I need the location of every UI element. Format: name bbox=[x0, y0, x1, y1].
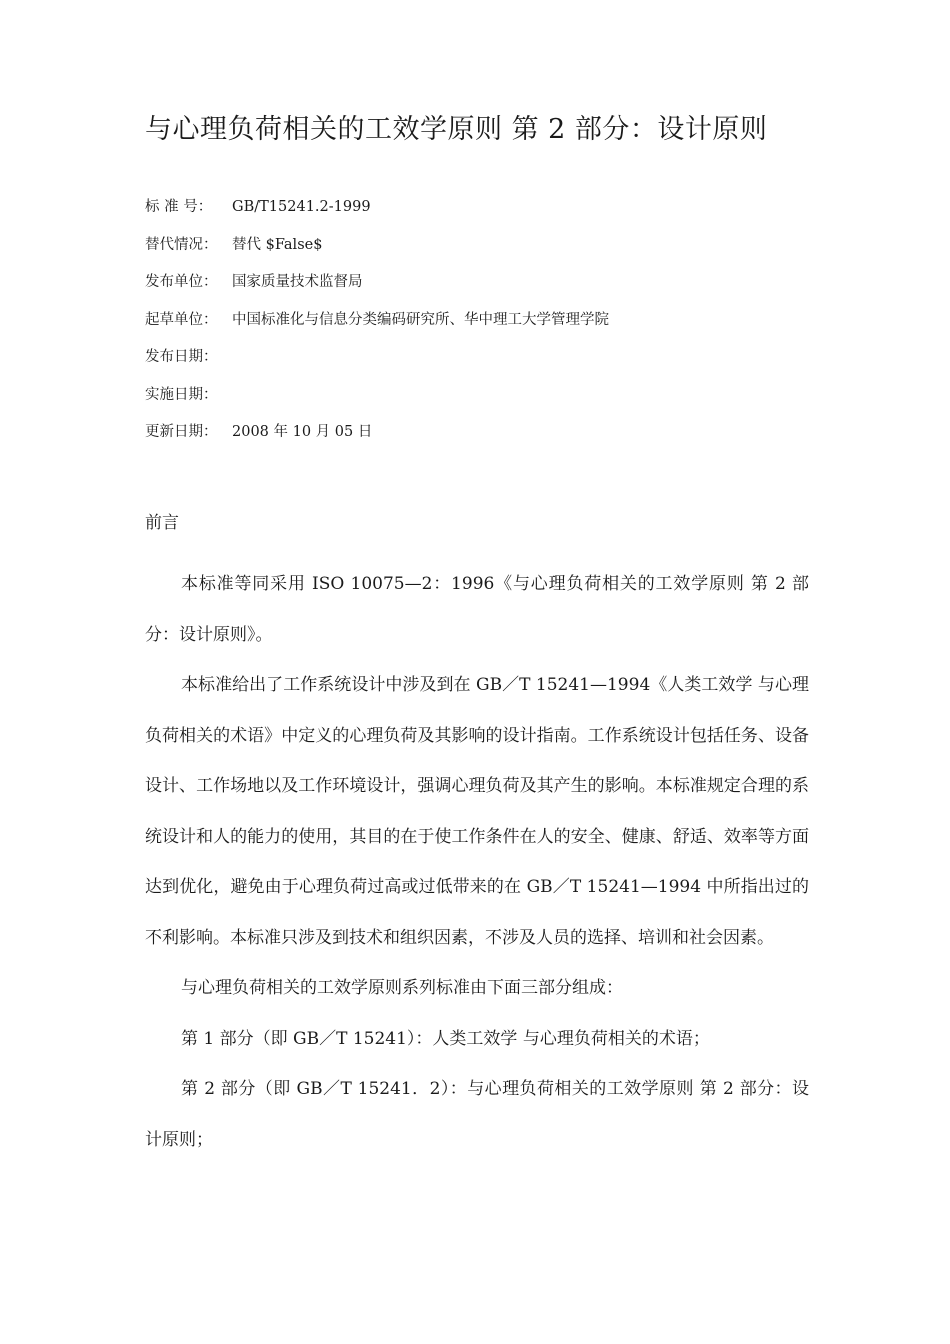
meta-value: 中国标准化与信息分类编码研究所、华中理工大学管理学院 bbox=[232, 311, 609, 328]
meta-label: 替代情况： bbox=[145, 236, 218, 253]
meta-label: 更新日期： bbox=[145, 424, 218, 440]
meta-value: 国家质量技术监督局 bbox=[232, 274, 363, 290]
meta-value: 替代 $False$ bbox=[232, 236, 323, 253]
meta-label: 发布单位： bbox=[145, 274, 218, 290]
meta-label: 起草单位： bbox=[145, 311, 218, 328]
meta-row-publisher bbox=[145, 271, 825, 309]
meta-row-effective-date bbox=[145, 384, 825, 422]
paragraph: 本标准给出了工作系统设计中涉及到在 GB／T 15241—1994《人类工效学 与心理负荷相关的术语》中定义的心理负荷及其影响的设计指南。工作系统设计包括任务、设备设计、工作场地以及工作环境设计，强调心理负荷及其产生的影响。本标准规定合理的系统设计和人的能力的使用，其目的在于使工作条件在人的安全、健康、舒适、效率等方面达到优化，避免由于心理负荷过高或过低带来的在 GB／T 15241—1994 中所指出过的不利影响。本标准只涉及到技术和组织因素，不涉及人员的选择、培训和社会因素。 bbox=[145, 675, 809, 948]
meta-row-standard-number bbox=[145, 196, 825, 234]
metadata-block bbox=[145, 196, 825, 459]
paragraph: 第 1 部分（即 GB／T 15241）：人类工效学 与心理负荷相关的术语； bbox=[181, 1028, 710, 1049]
meta-row-replacement bbox=[145, 234, 825, 272]
paragraph: 与心理负荷相关的工效学原则系列标准由下面三部分组成： bbox=[181, 978, 623, 998]
document-body bbox=[145, 559, 809, 1165]
meta-row-release-date bbox=[145, 346, 825, 384]
document-title: 与心理负荷相关的工效学原则 第 2 部分：设计原则 bbox=[145, 114, 768, 145]
meta-label: 实施日期： bbox=[145, 386, 218, 403]
meta-row-drafter bbox=[145, 309, 825, 347]
meta-label: 发布日期： bbox=[145, 349, 218, 365]
meta-row-update-date bbox=[145, 421, 825, 459]
paragraph: 本标准等同采用 ISO 10075—2：1996《与心理负荷相关的工效学原则 第 2 部分：设计原则》。 bbox=[145, 574, 809, 645]
paragraph: 第 2 部分（即 GB／T 15241．2）：与心理负荷相关的工效学原则 第 2 部分：设计原则； bbox=[145, 1079, 809, 1150]
section-heading-foreword: 前言 bbox=[145, 513, 179, 533]
meta-label: 标 准 号： bbox=[145, 199, 213, 215]
meta-value: GB/T15241.2-1999 bbox=[232, 199, 371, 215]
meta-value: 2008 年 10 月 05 日 bbox=[232, 424, 373, 440]
